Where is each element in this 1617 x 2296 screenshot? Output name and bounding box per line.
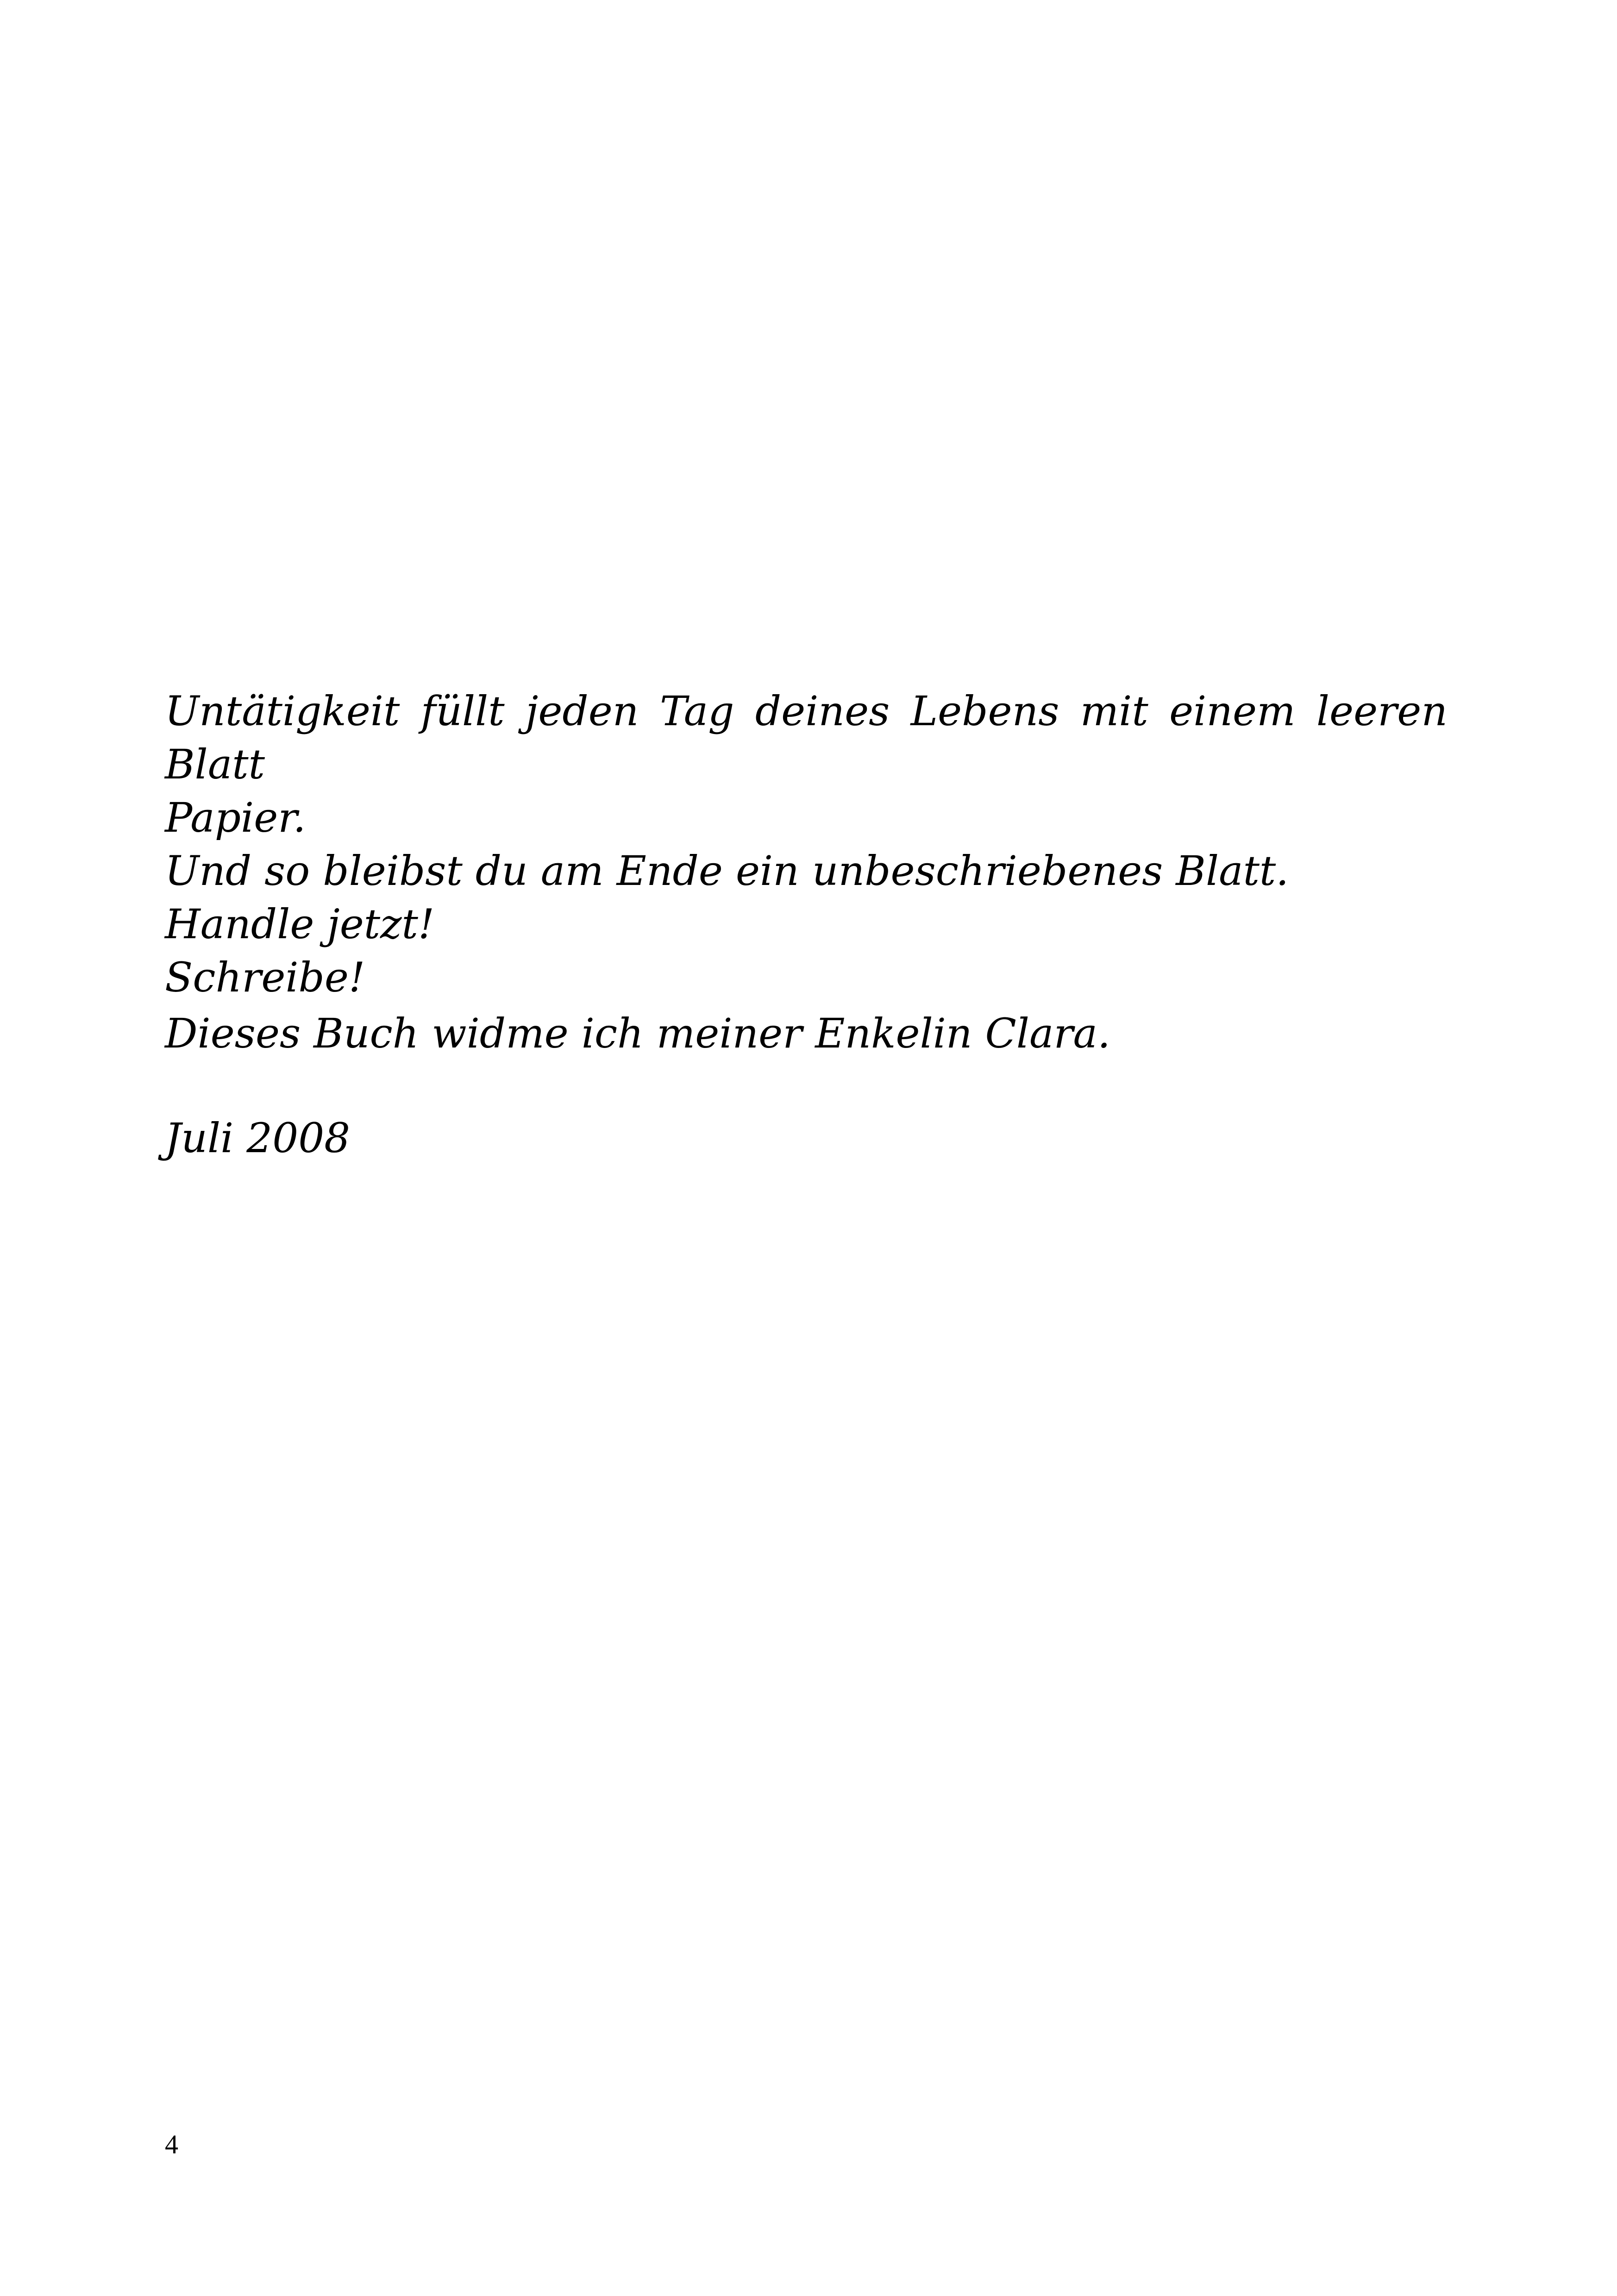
dedication-text: Dieses Buch widme ich meiner Enkelin Clara. [165, 1010, 1110, 1057]
page-number: 4 [165, 2129, 178, 2159]
motto-paragraph [165, 684, 1448, 1004]
motto-line-3: Und so bleibst du am Ende ein unbeschriebenes Blatt. [165, 847, 1289, 895]
motto-line-5: Schreibe! [165, 954, 365, 1001]
date-text: Juli 2008 [165, 1114, 351, 1162]
motto-line-4: Handle jetzt! [165, 900, 435, 948]
motto-line-1: Untätigkeit füllt jeden Tag deines Lebens mit einem leeren Blatt [165, 687, 1448, 788]
motto-line-2: Papier. [165, 794, 306, 841]
